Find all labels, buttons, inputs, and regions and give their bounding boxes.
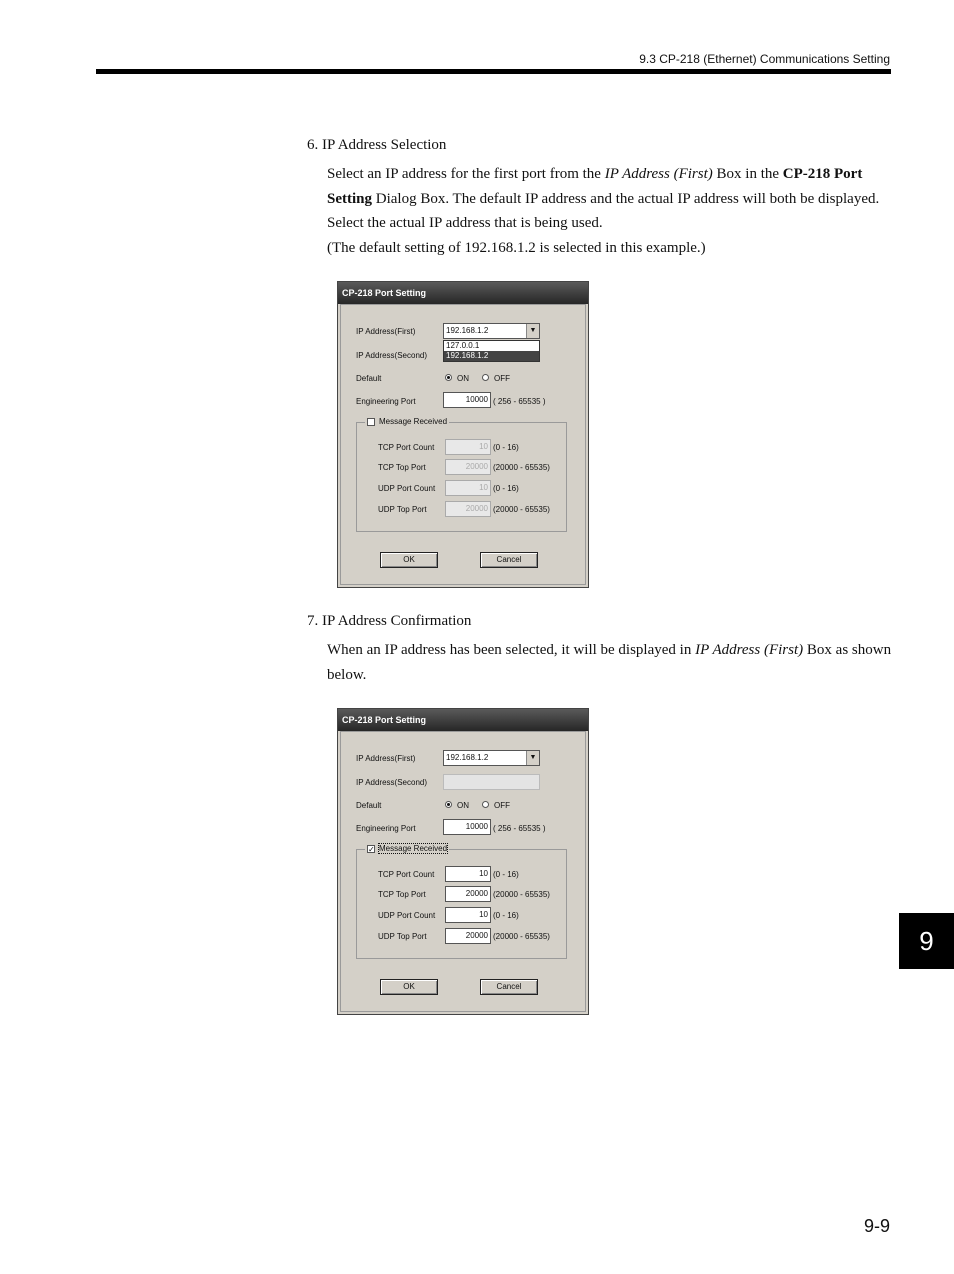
step6-note: (The default setting of 192.168.1.2 is selected in this example.) bbox=[327, 240, 706, 256]
default-on-radio[interactable] bbox=[445, 374, 452, 381]
header-rule bbox=[96, 69, 891, 74]
running-header: 9.3 CP-218 (Ethernet) Communications Setting bbox=[639, 52, 890, 66]
engineering-port-range: ( 256 - 65535 ) bbox=[493, 397, 546, 406]
ip-first-value: 192.168.1.2 bbox=[446, 326, 489, 335]
engineering-port-input[interactable]: 10000 bbox=[443, 392, 491, 408]
tcp-port-count-range: (0 - 16) bbox=[493, 443, 519, 452]
cancel-button[interactable]: Cancel bbox=[480, 979, 538, 995]
step6-title: 6. IP Address Selection bbox=[307, 137, 447, 153]
default-on-radio[interactable] bbox=[445, 801, 452, 808]
step6-text-c: Box in the bbox=[712, 166, 783, 182]
tcp-port-count-label: TCP Port Count bbox=[378, 443, 435, 452]
ip-first-combo[interactable] bbox=[443, 323, 540, 339]
udp-top-port-label: UDP Top Port bbox=[378, 932, 427, 941]
udp-port-count-label: UDP Port Count bbox=[378, 911, 436, 920]
dropdown-option[interactable]: 127.0.0.1 bbox=[446, 341, 480, 350]
default-label: Default bbox=[356, 801, 382, 810]
engineering-port-label: Engineering Port bbox=[356, 397, 416, 406]
dialog-titlebar: CP-218 Port Setting bbox=[338, 709, 588, 731]
step7-paragraph bbox=[327, 638, 892, 687]
udp-top-port-range: (20000 - 65535) bbox=[493, 932, 550, 941]
udp-top-port-input[interactable]: 20000 bbox=[445, 501, 491, 517]
message-received-checkbox[interactable] bbox=[367, 418, 375, 426]
port-setting-dialog-2 bbox=[337, 708, 589, 1015]
default-on-label: ON bbox=[457, 801, 469, 810]
default-off-radio[interactable] bbox=[482, 801, 489, 808]
step7-title: 7. IP Address Confirmation bbox=[307, 613, 472, 629]
ip-second-label: IP Address(Second) bbox=[356, 351, 428, 360]
step6-text-e: Dialog Box. The default IP address and the actual IP address will both be displayed. Select the actual IP address that is being used. bbox=[327, 190, 880, 231]
step6-text-b: IP Address (First) bbox=[604, 166, 713, 182]
engineering-port-input[interactable]: 10000 bbox=[443, 819, 491, 835]
message-received-checkbox[interactable]: ✓ bbox=[368, 844, 375, 854]
tcp-top-port-range: (20000 - 65535) bbox=[493, 890, 550, 899]
engineering-port-range: ( 256 - 65535 ) bbox=[493, 824, 546, 833]
udp-port-count-input[interactable]: 10 bbox=[445, 480, 491, 496]
message-received-header bbox=[365, 417, 449, 426]
cancel-button[interactable]: Cancel bbox=[480, 552, 538, 568]
tcp-port-count-label: TCP Port Count bbox=[378, 870, 435, 879]
step7-text-a: When an IP address has been selected, it will be displayed in bbox=[327, 642, 696, 658]
default-off-label: OFF bbox=[494, 374, 510, 383]
step7-text-c: Box as shown below. bbox=[327, 642, 892, 683]
udp-port-count-range: (0 - 16) bbox=[493, 484, 519, 493]
default-on-label: ON bbox=[457, 374, 469, 383]
ip-first-dropdown-list[interactable] bbox=[443, 340, 540, 362]
default-label: Default bbox=[356, 374, 382, 383]
udp-port-count-range: (0 - 16) bbox=[493, 911, 519, 920]
udp-port-count-input[interactable]: 10 bbox=[445, 907, 491, 923]
chevron-down-icon[interactable]: ▼ bbox=[526, 751, 539, 765]
step7-text-b: IP Address (First) bbox=[695, 642, 804, 658]
step6-text-a: Select an IP address for the first port from the bbox=[327, 166, 605, 182]
ok-button[interactable]: OK bbox=[380, 979, 438, 995]
tcp-top-port-label: TCP Top Port bbox=[378, 463, 426, 472]
ok-button[interactable]: OK bbox=[380, 552, 438, 568]
ip-first-label: IP Address(First) bbox=[356, 754, 416, 763]
tcp-port-count-input[interactable]: 10 bbox=[445, 439, 491, 455]
udp-top-port-range: (20000 - 65535) bbox=[493, 505, 550, 514]
tcp-top-port-input[interactable]: 20000 bbox=[445, 459, 491, 475]
tcp-top-port-range: (20000 - 65535) bbox=[493, 463, 550, 472]
default-off-radio[interactable] bbox=[482, 374, 489, 381]
message-received-label: Message Received bbox=[379, 844, 448, 853]
ip-second-label: IP Address(Second) bbox=[356, 778, 428, 787]
page-number: 9-9 bbox=[863, 1216, 890, 1236]
engineering-port-label: Engineering Port bbox=[356, 824, 416, 833]
port-setting-dialog-1 bbox=[337, 281, 589, 588]
udp-top-port-input[interactable]: 20000 bbox=[445, 928, 491, 944]
tcp-port-count-range: (0 - 16) bbox=[493, 870, 519, 879]
default-off-label: OFF bbox=[494, 801, 510, 810]
ip-first-label: IP Address(First) bbox=[356, 327, 416, 336]
tcp-port-count-input[interactable]: 10 bbox=[445, 866, 491, 882]
step6-paragraph bbox=[327, 162, 892, 236]
message-received-label: Message Received bbox=[379, 417, 448, 426]
chapter-tab: 9 bbox=[899, 913, 954, 969]
dropdown-option-selected[interactable]: 192.168.1.2 bbox=[444, 351, 539, 361]
message-received-header bbox=[365, 844, 449, 853]
dialog-titlebar: CP-218 Port Setting bbox=[338, 282, 588, 304]
udp-port-count-label: UDP Port Count bbox=[378, 484, 436, 493]
ip-second-combo[interactable] bbox=[443, 774, 540, 790]
tcp-top-port-input[interactable]: 20000 bbox=[445, 886, 491, 902]
step6-text-d: CP-218 Port Setting bbox=[327, 166, 863, 207]
ip-first-value: 192.168.1.2 bbox=[446, 753, 489, 762]
chevron-down-icon[interactable]: ▼ bbox=[526, 324, 539, 338]
ip-first-combo[interactable] bbox=[443, 750, 540, 766]
udp-top-port-label: UDP Top Port bbox=[378, 505, 427, 514]
tcp-top-port-label: TCP Top Port bbox=[378, 890, 426, 899]
